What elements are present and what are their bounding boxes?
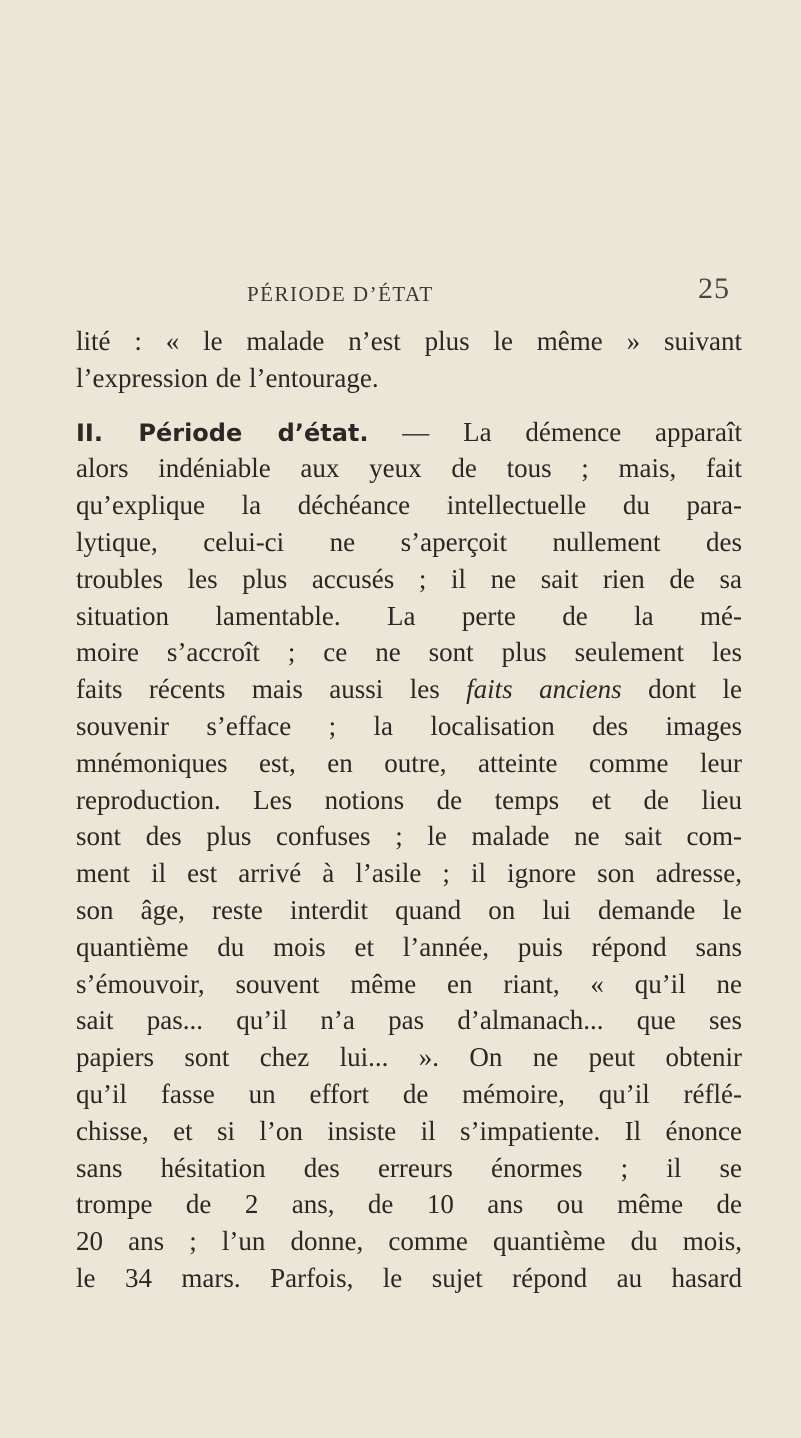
text-line: mnémoniques est, en outre, atteinte comme leur — [76, 747, 742, 778]
text-line: situation lamentable. La perte de la mé- — [76, 600, 742, 631]
text-line: moire s’accroît ; ce ne sont plus seulement les — [76, 637, 742, 668]
text-line: s’émouvoir, souvent même en riant, « qu’il ne — [76, 968, 742, 999]
text-line: sont des plus confuses ; le malade ne sait com- — [76, 821, 742, 852]
section-heading: II. Période d’état. — [76, 418, 369, 447]
italic-phrase: faits anciens — [466, 674, 622, 705]
section-heading-line — [76, 414, 742, 451]
running-head — [0, 272, 801, 312]
text-line: ment il est arrivé à l’asile ; il ignore son adresse, — [76, 858, 742, 889]
running-title: PÉRIODE D’ÉTAT — [247, 282, 434, 306]
text-segment: faits récents mais aussi les — [76, 674, 440, 705]
text-line: chisse, et si l’on insiste il s’impatiente. Il énonce — [76, 1115, 742, 1146]
text-line: reproduction. Les notions de temps et de lieu — [76, 784, 742, 815]
text-line: son âge, reste interdit quand on lui demande le — [76, 894, 742, 925]
body-text — [76, 323, 742, 1297]
text-line: troubles les plus accusés ; il ne sait rien de sa — [76, 563, 742, 594]
text-line: trompe de 2 ans, de 10 ans ou même de — [76, 1189, 742, 1220]
text-line: qu’il fasse un effort de mémoire, qu’il réflé- — [76, 1078, 742, 1109]
text-line: lité : « le malade n’est plus le même » suivant — [76, 326, 742, 356]
section-heading-rest: — La démence apparaît — [402, 416, 743, 447]
text-line: l’expression de l’entourage. — [76, 362, 379, 393]
text-line: alors indéniable aux yeux de tous ; mais, fait — [76, 453, 742, 484]
text-line: le 34 mars. Parfois, le sujet répond au hasard — [76, 1262, 742, 1293]
text-line: qu’explique la déchéance intellectuelle du para- — [76, 490, 742, 521]
text-line: 20 ans ; l’un donne, comme quantième du mois, — [76, 1226, 742, 1257]
text-segment: dont le — [648, 674, 742, 705]
text-line: papiers sont chez lui... ». On ne peut obtenir — [76, 1042, 742, 1073]
text-line: sans hésitation des erreurs énormes ; il se — [76, 1152, 742, 1183]
paragraph-gap — [76, 397, 742, 414]
page-number: 25 — [698, 272, 730, 305]
text-line: quantième du mois et l’année, puis répond sans — [76, 931, 742, 962]
text-line: lytique, celui-ci ne s’aperçoit nullement des — [76, 526, 742, 557]
text-line: sait pas... qu’il n’a pas d’almanach... que ses — [76, 1005, 742, 1036]
text-line-with-italic — [76, 671, 742, 708]
text-line: souvenir s’efface ; la localisation des images — [76, 710, 742, 741]
